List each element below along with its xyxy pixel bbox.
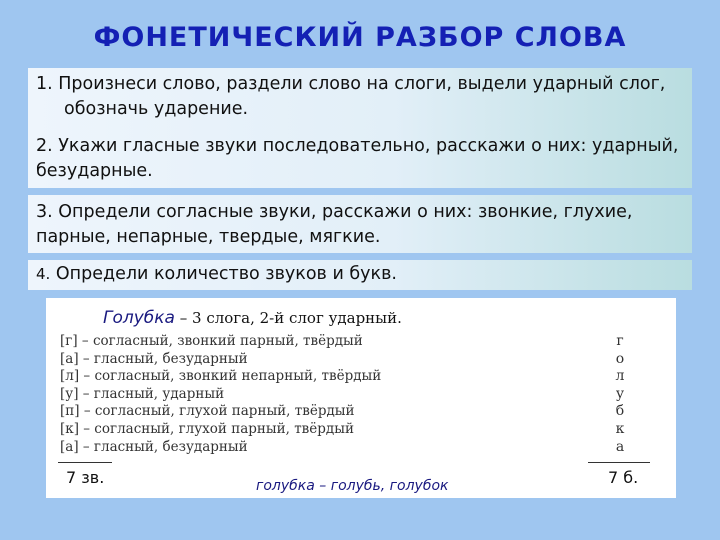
steps-panel-3 [28, 195, 692, 253]
sounds-total-divider [58, 462, 112, 463]
steps-panel-1-2 [28, 68, 692, 188]
example-box [46, 298, 676, 498]
sound-row: [п] – согласный, глухой парный, твёрдый [60, 403, 355, 420]
sound-row: [л] – согласный, звонкий непарный, твёрдый [60, 368, 382, 385]
page-title: ФОНЕТИЧЕСКИЙ РАЗБОР СЛОВА [93, 22, 627, 53]
letter-item: л [615, 368, 625, 385]
letter-item: у [615, 385, 625, 402]
sound-row: [г] – согласный, звонкий парный, твёрдый [60, 333, 363, 349]
step-4-number: 4. [36, 265, 51, 283]
letter-item: а [615, 438, 625, 455]
steps-panel-4 [28, 260, 692, 290]
letter-item: б [615, 403, 625, 420]
letter-item: о [615, 350, 625, 367]
letter-item: к [615, 420, 625, 437]
sound-row: [к] – согласный, глухой парный, твёрдый [60, 420, 354, 437]
example-syllable-summary: – 3 слога, 2-й слог ударный. [174, 309, 402, 327]
example-word: Голубка [103, 308, 175, 328]
letters-total-divider [588, 462, 650, 463]
sound-list [60, 333, 381, 456]
step-3-text: 3. Определи согласные звуки, расскажи о них: звонкие, глухие, парные, непарные, твердые, мягкие. [36, 202, 633, 247]
example-heading [103, 308, 402, 328]
sound-row: [а] – гласный, безударный [60, 438, 248, 455]
letter-list [608, 333, 632, 456]
step-4-text: Определи количество звуков и букв. [55, 264, 397, 284]
total-letters: 7 б. [608, 468, 639, 487]
total-sounds: 7 зв. [66, 468, 105, 487]
sound-row: [у] – гласный, ударный [60, 385, 225, 402]
letter-item: г [616, 333, 624, 349]
related-words: голубка – голубь, голубок [256, 478, 449, 494]
step-2-text: 2. Укажи гласные звуки последовательно, расскажи о них: ударный, безударные. [36, 136, 679, 181]
step-1-text: 1. Произнеси слово, раздели слово на слоги, выдели ударный слог, обозначь ударение. [36, 74, 666, 119]
sound-row: [а] – гласный, безударный [60, 350, 248, 367]
